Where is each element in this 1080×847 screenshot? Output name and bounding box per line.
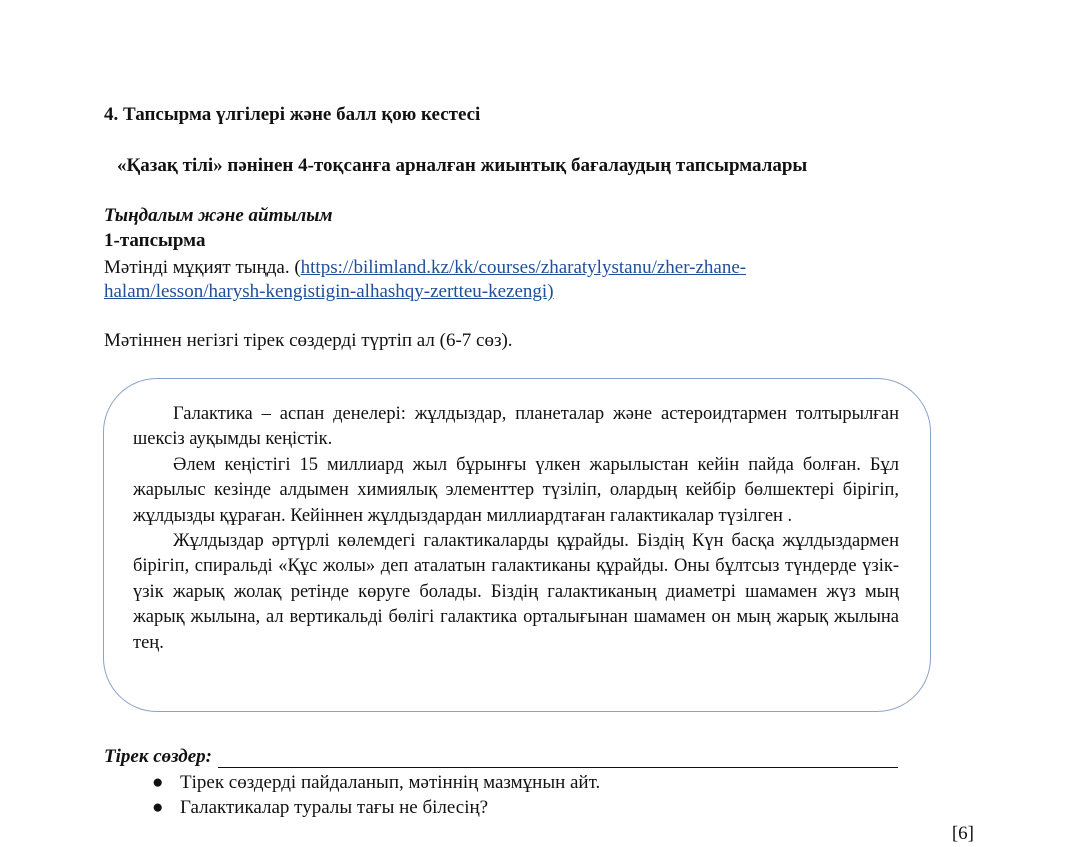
- keywords-answer-line[interactable]: [218, 749, 898, 768]
- list-item: [148, 795, 600, 820]
- list-item: [148, 770, 600, 795]
- task-label: 1-тапсырма: [104, 230, 206, 251]
- passage-paragraph: Жұлдыздар әртүрлі көлемдегі галактикаларды құрайды. Біздің Күн басқа жұлдыздармен бірігіп, спиральді «Құс жолы» деп аталатын галактиканы құрайды. Оны бұлтсыз түндерде үзік-үзік жарық жолақ ретінде көруге болады. Біздің галактиканың диаметрі шамамен жүз мың жарық жылына, ал вертикальді бөлігі галактика орталығынан шамамен он мың жарық жылына тең.: [133, 531, 899, 653]
- section-title: Тыңдалым және айтылым: [104, 205, 333, 226]
- lesson-link[interactable]: https://bilimland.kz/kk/courses/zharatylystanu/zher-zhane-: [300, 257, 747, 278]
- keywords-label: Тірек сөздер:: [104, 746, 212, 767]
- bullet-icon: ●: [152, 797, 164, 818]
- bullet-list: [148, 770, 600, 820]
- question: Мәтіннен негізгі тірек сөздерді түртіп ал (6-7 сөз).: [104, 330, 513, 351]
- subheading: «Қазақ тілі» пәнінен 4-тоқсанға арналған жиынтық бағалаудың тапсырмалары: [117, 155, 808, 176]
- bullet-icon: ●: [152, 772, 164, 793]
- lesson-link-continued[interactable]: halam/lesson/harysh-kengistigin-alhashqy-zertteu-kezengi): [104, 281, 554, 302]
- instruction: [104, 256, 904, 304]
- bullet-text: Галактикалар туралы тағы не білесің?: [180, 797, 489, 818]
- keywords-row: [104, 746, 898, 768]
- score: [6]: [951, 823, 974, 844]
- bullet-text: Тірек сөздерді пайдаланып, мәтіннің мазмұнын айт.: [180, 772, 601, 793]
- passage-paragraph: Әлем кеңістігі 15 миллиард жыл бұрынғы үлкен жарылыстан кейін пайда болған. Бұл жарылыс кезінде алдымен химиялық элементтер түзіліп, олардың кейбір бөлшектері бірігіп, жұлдызды құраған. Кейіннен жұлдыздардан миллиардтаған галактикалар түзілген .: [133, 454, 899, 526]
- passage: [133, 402, 899, 656]
- instruction-text: Мәтінді мұқият тыңда. (: [104, 257, 301, 278]
- passage-paragraph: Галактика – аспан денелері: жұлдыздар, планеталар және астероидтармен толтырылған шексіз ауқымды кеңістік.: [133, 404, 899, 450]
- heading: 4. Тапсырма үлгілері және балл қою кестесі: [104, 104, 481, 125]
